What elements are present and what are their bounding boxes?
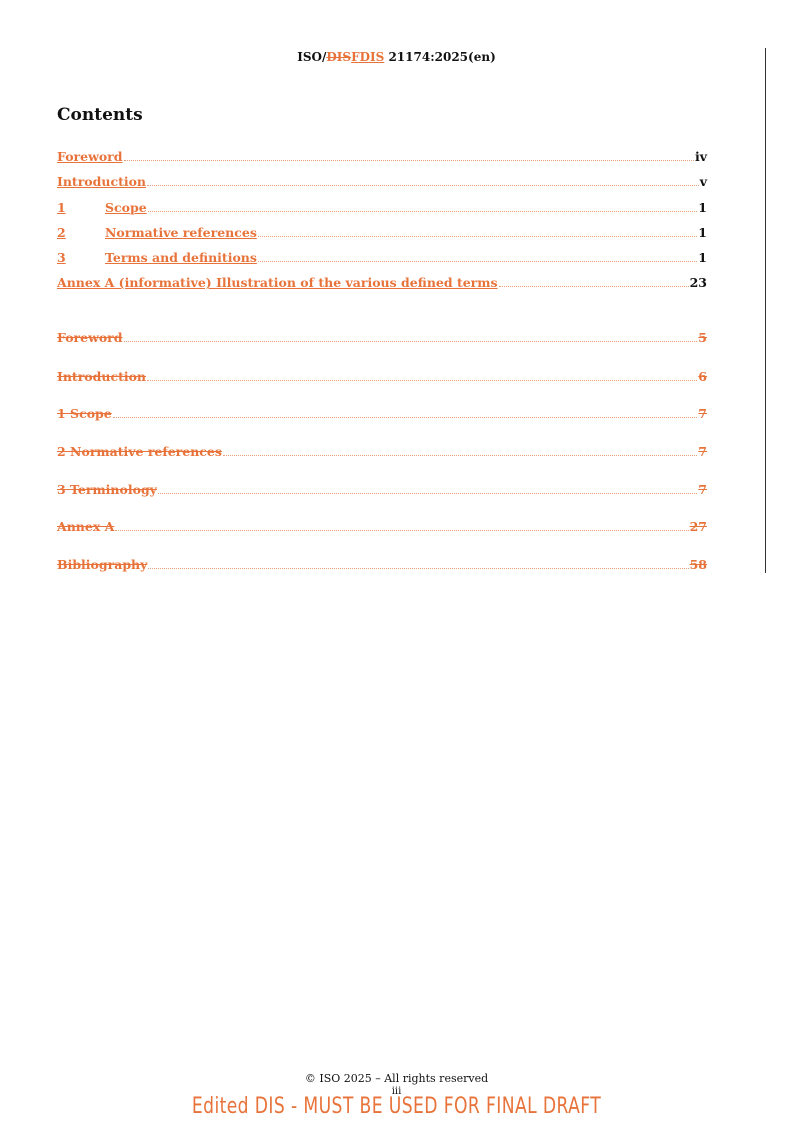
- toc-entry-page: 1: [698, 250, 707, 265]
- toc-old-entry-terminology[interactable]: [57, 481, 707, 497]
- toc-entry-page: v: [699, 174, 707, 189]
- header-deleted-text: DIS: [326, 50, 352, 64]
- toc-old-entry-label: 2 Normative references: [57, 444, 222, 459]
- toc-leader: [148, 210, 698, 212]
- toc-old-entry-page: 7: [698, 406, 707, 421]
- toc-old-entry-page: 6: [698, 369, 707, 384]
- toc-leader: [499, 285, 689, 287]
- change-bar: [765, 48, 766, 573]
- toc-entry-normative-references[interactable]: [57, 224, 707, 240]
- document-header: [0, 50, 793, 64]
- toc-old-entry-normative-references[interactable]: [57, 443, 707, 459]
- toc-entry-label: [57, 225, 257, 240]
- header-inserted-text: FDIS: [351, 50, 385, 64]
- toc-leader: [148, 567, 688, 569]
- footer-copyright: © ISO 2025 – All rights reserved: [304, 1072, 489, 1085]
- toc-entry-foreword[interactable]: [57, 148, 707, 164]
- toc-entry-label: Foreword: [57, 149, 123, 164]
- toc-entry-label: [57, 200, 147, 215]
- toc-leader: [115, 529, 688, 531]
- toc-entry-label: Annex A (informative) Illustration of the various defined terms: [57, 275, 498, 290]
- toc-old-entry-introduction[interactable]: [57, 368, 707, 384]
- draft-watermark: Edited DIS - MUST BE USED FOR FINAL DRAFT: [191, 1094, 602, 1119]
- toc-old-entry-label: 1 Scope: [57, 406, 112, 421]
- toc-leader: [223, 454, 697, 456]
- toc-entry-page: 1: [698, 225, 707, 240]
- toc-entry-page: 1: [698, 200, 707, 215]
- toc-entry-number: 2: [57, 225, 66, 240]
- toc-leader: [258, 235, 697, 237]
- toc-old-entry-page: 7: [698, 482, 707, 497]
- toc-entry-title: Normative references: [105, 225, 257, 240]
- footer-page-number: iii: [391, 1086, 402, 1097]
- toc-old-entry-label: 3 Terminology: [57, 482, 157, 497]
- toc-entry-label: [57, 250, 257, 265]
- toc-entry-page: 23: [689, 275, 707, 290]
- toc-old-entry-label: Annex A: [57, 519, 115, 534]
- toc-leader: [147, 379, 697, 381]
- toc-entry-page: iv: [694, 149, 707, 164]
- toc-entry-title: Scope: [105, 200, 147, 215]
- header-prefix: ISO/: [297, 50, 327, 64]
- header-suffix: 21174:2025(en): [384, 50, 496, 64]
- toc-leader: [124, 340, 698, 342]
- toc-leader: [147, 184, 699, 186]
- toc-entry-terms-and-definitions[interactable]: [57, 249, 707, 265]
- toc-entry-introduction[interactable]: [57, 173, 707, 189]
- toc-entry-annex-a[interactable]: [57, 274, 707, 290]
- toc-old-entry-page: 27: [689, 519, 707, 534]
- toc-old-entry-scope[interactable]: [57, 405, 707, 421]
- toc-entry-label: Introduction: [57, 174, 147, 189]
- toc-old-entry-foreword[interactable]: [57, 329, 707, 345]
- toc-old-entry-label: Foreword: [57, 330, 123, 345]
- toc-old-entry-page: 58: [689, 557, 707, 572]
- toc-entry-number: 3: [57, 250, 66, 265]
- toc-leader: [258, 260, 697, 262]
- toc-leader: [113, 416, 698, 418]
- toc-old-entry-annex-a[interactable]: [57, 518, 707, 534]
- toc-old-entry-page: 7: [698, 444, 707, 459]
- toc-leader: [124, 159, 694, 161]
- contents-title: Contents: [57, 105, 143, 125]
- toc-old-entry-label: Introduction: [57, 369, 147, 384]
- toc-entry-title: Terms and definitions: [105, 250, 257, 265]
- toc-old-entry-page: 5: [698, 330, 707, 345]
- toc-entry-number: 1: [57, 200, 66, 215]
- toc-entry-scope[interactable]: [57, 199, 707, 215]
- toc-leader: [158, 492, 697, 494]
- toc-old-entry-label: Bibliography: [57, 557, 148, 572]
- toc-old-entry-bibliography[interactable]: [57, 556, 707, 572]
